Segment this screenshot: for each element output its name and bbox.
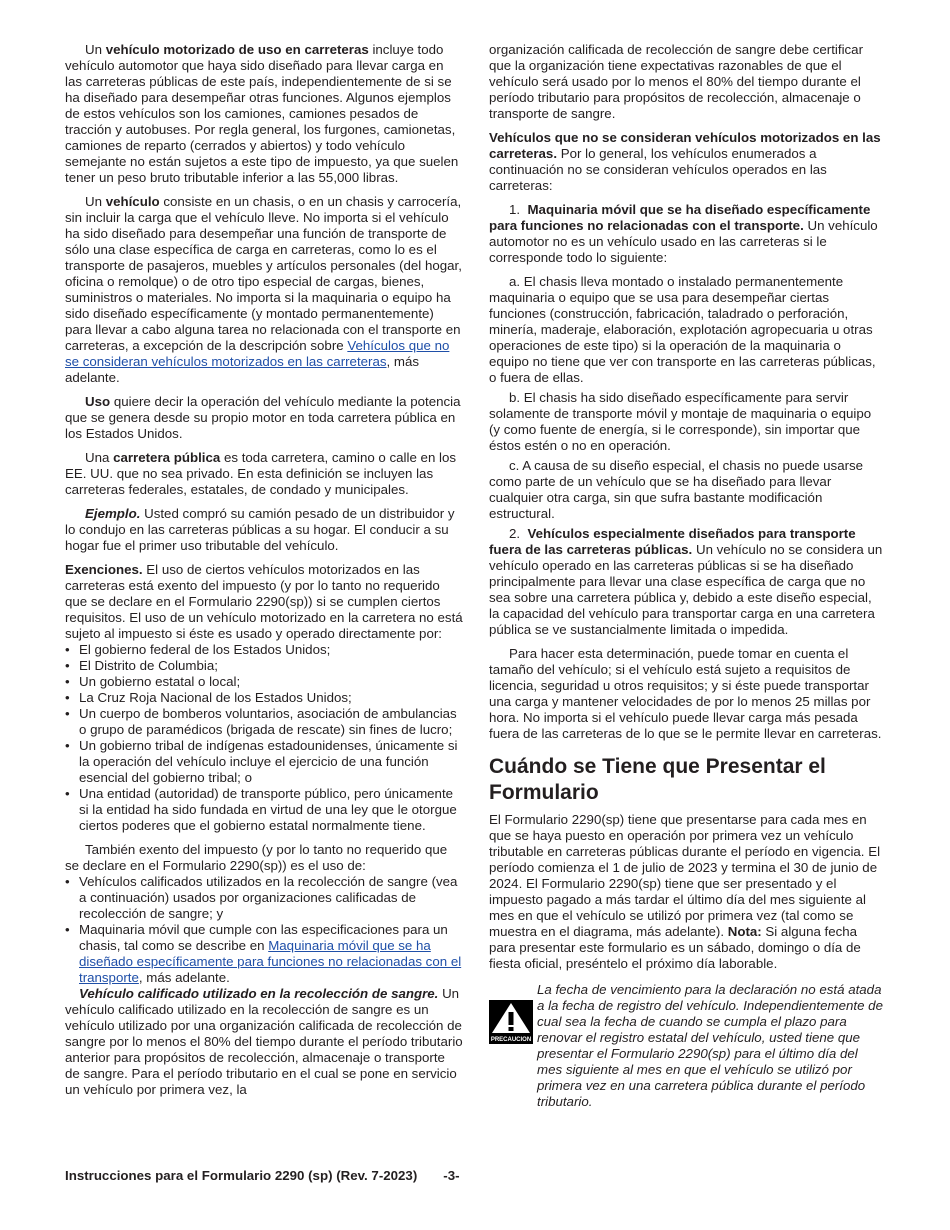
list-item: • El gobierno federal de los Estados Unidos; xyxy=(65,642,463,658)
caution-note xyxy=(489,982,884,1110)
list-item: • Un cuerpo de bomberos voluntarios, asociación de ambulancias o grupo de paramédicos (brigada de rescate) sin fines de lucro; xyxy=(65,706,463,738)
paragraph-off-highway: 2. Vehículos especialmente diseñados para transporte fuera de las carreteras públicas. Un vehículo no se considera un vehículo operado en las carreteras públicas si se ha diseñado principalmente para llevar una clase específica de carga que no sea sobre una carretera pública y, debido a este diseño especial, la capacidad del vehículo para transportar carga en una carretera pública se ve sustancialmente limitada o impedida. xyxy=(489,526,883,637)
paragraph-item-a: a. El chasis lleva montado o instalado permanentemente maquinaria o equipo que se usa para desempeñar ciertas funciones (construcción, fabricación, taladrado o perforación, minería, maderaje, elaboración, explotación agropecuaria u otras operaciones de este tipo) si la operación de la maquinaria o equipo no tiene que ver con transporte en las carreteras públicas, o fuera de ellas. xyxy=(489,274,876,385)
paragraph-item-b: b. El chasis ha sido diseñado específicamente para servir solamente de transporte móvil y montaje de maquinaria o equipo (y como fuente de energía, si le corresponde), sin importar que éstos estén o no en operación. xyxy=(489,390,872,453)
caution-text: La fecha de vencimiento para la declaración no está atada a la fecha de registro del vehículo. Independientemente de cual sea la fecha de cuando se cumpla el plazo para renovar el registro estatal del vehículo, usted tiene que presentar el Formulario 2290(sp) para el último día del mes siguiente al mes en que el vehículo se utilizó por primera vez en una carretera pública durante el período tributario. xyxy=(537,982,883,1109)
paragraph-also-exempt: También exento del impuesto (y por lo tanto no requerido que se declare en el Formulario 2290(sp)) es el uso de: xyxy=(65,842,448,873)
list-item: • La Cruz Roja Nacional de los Estados Unidos; xyxy=(65,690,463,706)
paragraph-determination: Para hacer esta determinación, puede tomar en cuenta el tamaño del vehículo; si el vehículo está sujeto a requisitos de licencia, seguridad u otros requisitos; y si éste puede transportar una carga y mantener velocidades de por lo menos 25 millas por hora. No importa si el vehículo puede llevar carga más pesada fuera de las carreteras de lo que se le permite llevar en carreteras. xyxy=(489,646,882,741)
page-number: -3- xyxy=(443,1168,460,1183)
list-item: • El Distrito de Columbia; xyxy=(65,658,463,674)
paragraph-item-c: c. A causa de su diseño especial, el chasis no puede usarse como parte de un vehículo que se ha diseñado para llevar cualquier otra carga, sin que sufra bastante modificación estructural. xyxy=(489,458,864,521)
link-mobile-machinery[interactable]: Maquinaria móvil que se ha diseñado específicamente para funciones no relacionadas con el transporte xyxy=(79,938,462,985)
paragraph-blood-continued: organización calificada de recolección de sangre debe certificar que la organización tiene expectativas razonables de que el vehículo será usado por lo menos el 80% del tiempo durante el período tributario para propósitos de recolección, almacenaje o transporte de sangre. xyxy=(489,42,864,121)
left-column xyxy=(65,42,463,1106)
paragraph-motor-vehicle: Un vehículo motorizado de uso en carreteras incluye todo vehículo automotor que haya sido diseñado para llevar carga en las carreteras públicas de este país, independientemente de si se ha diseñado para desempeñar otras funciones. Algunos ejemplos de estos vehículos son los camiones, camiones pesados de tracción y autobuses. Por regla general, los furgones, camionetas, camiones de reparto (cerrados y abiertos) y todo vehículo semejante no están sujetos a este tipo de impuesto, ya que suelen tener un peso bruto tributable inferior a las 55,000 libras. xyxy=(65,42,459,185)
section-heading: Cuándo se Tiene que Presentar el Formulario xyxy=(489,755,826,804)
paragraph-non-highway: Vehículos que no se consideran vehículos motorizados en las carreteras. Por lo general, los vehículos enumerados a continuación no se consideran vehículos operados en las carreteras: xyxy=(489,130,881,193)
list-item: • Una entidad (autoridad) de transporte público, pero únicamente si la entidad ha sido fundada en virtud de una ley que le otorgue ciertos poderes que el gobierno estatal normalmente tiene. xyxy=(65,786,463,834)
right-column xyxy=(489,42,884,1110)
caution-icon xyxy=(489,1000,533,1044)
svg-text:PRECAUCION: PRECAUCION xyxy=(490,1037,532,1043)
list-item: • Un gobierno tribal de indígenas estadounidenses, únicamente si la operación del vehículo incluye el ejercicio de una función esencial del gobierno tribal; o xyxy=(65,738,463,786)
exemptions-list xyxy=(65,642,463,834)
paragraph-use: Uso quiere decir la operación del vehículo mediante la potencia que se genera desde su propio motor en toda carretera pública en los Estados Unidos. xyxy=(65,394,461,441)
paragraph-mobile-machinery: 1. Maquinaria móvil que se ha diseñado específicamente para funciones no relacionadas con el transporte. Un vehículo automotor no es un vehículo usado en las carreteras si le corresponde todo lo siguiente: xyxy=(489,202,878,265)
footer-title: Instrucciones para el Formulario 2290 (sp) (Rev. 7-2023) xyxy=(65,1168,418,1183)
paragraph-vehicle: Un vehículo consiste en un chasis, o en un chasis y carrocería, sin incluir la carga que el vehículo lleve. No importa si el vehículo ha sido diseñado para desempeñar una función de transporte de sólo una clase específica de carga en carreteras, como lo es el transporte de pasajeros, muebles y artículos personales (del hogar, oficina o remolque) o de otro tipo especial de cargas, bienes, suministros o materiales. No importa si la maquinaria o equipo ha sido diseñado específicamente (y montado permanentemente) para llevar a cabo alguna tarea no relacionada con el transporte en carreteras, a excepción de la descripción sobre Vehículos que no se consideran vehículos motorizados en las carreteras, más adelante. xyxy=(65,194,462,385)
paragraph-when-to-file: El Formulario 2290(sp) tiene que presentarse para cada mes en que se haya puesto en operación por primera vez un vehículo tributable en carreteras públicas durante el período en vigencia. El período comienza el 1 de julio de 2023 y termina el 30 de junio de 2024. El Formulario 2290(sp) tiene que ser presentado y el impuesto pagado a más tardar el último día del mes siguiente al mes en que el vehículo se utilizó por primera vez (tal como se muestra en el diagrama, más adelante). Nota: Si alguna fecha para presentar este formulario es un sábado, domingo o día de fiesta oficial, preséntelo el próximo día laborable. xyxy=(489,812,881,971)
paragraph-example: Ejemplo. Usted compró su camión pesado de un distribuidor y lo condujo en las carreteras públicas a su hogar. El conducir a su hogar fue el primer uso tributable del vehículo. xyxy=(65,506,455,553)
list-item: • Vehículos calificados utilizados en la recolección de sangre (vea a continuación) usados por organizaciones calificadas de recolección de sangre; y xyxy=(65,874,463,922)
page-footer xyxy=(65,1168,460,1183)
paragraph-exemptions: Exenciones. El uso de ciertos vehículos motorizados en las carreteras está exento del impuesto (y por lo tanto no requerido que se declare en el Formulario 2290(sp)) si se cumplen ciertos requisitos. El uso de un vehículo motorizado en la carretera no está sujeto al impuesto si éste es usado y operado directamente por: xyxy=(65,562,463,641)
list-item: • Maquinaria móvil que cumple con las especificaciones para un chasis, tal como se describe en Maquinaria móvil que se ha diseñado específicamente para funciones no relacionadas con el transporte, más adelante. xyxy=(65,922,463,986)
paragraph-public-highway: Una carretera pública es toda carretera, camino o calle en los EE. UU. que no sea privado. En esta definición se incluyen las carreteras federales, estatales, de condado y municipales. xyxy=(65,450,457,497)
paragraph-blood-collector: Vehículo calificado utilizado en la recolección de sangre. Un vehículo calificado utilizado en la recolección de sangre es un vehículo utilizado por una organización calificada de recolección de sangre por lo menos el 80% del tiempo durante el período tributario anterior para propósitos de recolección, almacenaje o transporte de sangre. Para el período tributario en el cual se pone en servicio un vehículo por primera vez, la xyxy=(65,986,463,1097)
link-non-highway-vehicles[interactable]: Vehículos que no se consideran vehículos motorizados en las carreteras xyxy=(65,338,450,369)
list-item: • Un gobierno estatal o local; xyxy=(65,674,463,690)
